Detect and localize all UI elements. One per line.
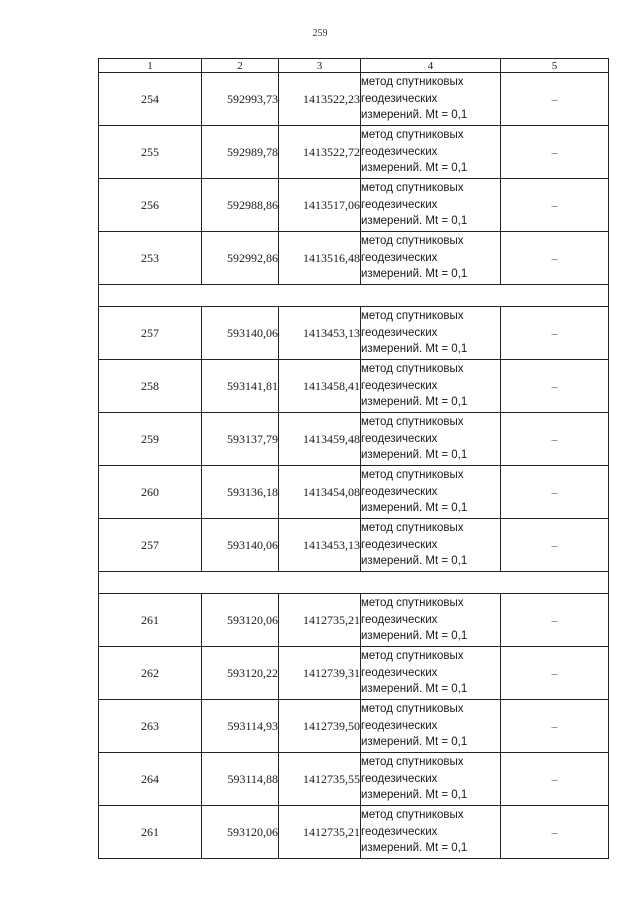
note-dash: –	[501, 753, 609, 806]
note-dash: –	[501, 466, 609, 519]
note-dash: –	[501, 360, 609, 413]
method-line: измерений. Mt = 0,1	[361, 683, 468, 696]
coordinate-x: 593137,79	[202, 413, 279, 466]
point-number: 263	[99, 700, 202, 753]
point-number: 255	[99, 126, 202, 179]
group-separator	[99, 572, 609, 594]
table-row	[99, 594, 609, 647]
method-line: измерений. Mt = 0,1	[361, 842, 468, 855]
coordinate-x: 593140,06	[202, 519, 279, 572]
note-dash: –	[501, 307, 609, 360]
note-dash: –	[501, 126, 609, 179]
header-col-1: 1	[99, 59, 202, 73]
method-description	[361, 594, 501, 647]
table-row	[99, 753, 609, 806]
method-line: метод спутниковых	[361, 756, 464, 769]
method-line: геодезических	[361, 198, 438, 211]
header-col-3: 3	[279, 59, 361, 73]
method-line: метод спутниковых	[361, 310, 464, 323]
separator-cell	[99, 285, 609, 307]
method-line: геодезических	[361, 825, 438, 838]
table-row	[99, 73, 609, 126]
method-line: метод спутниковых	[361, 416, 464, 429]
method-line: измерений. Mt = 0,1	[361, 789, 468, 802]
point-number: 253	[99, 232, 202, 285]
method-line: геодезических	[361, 379, 438, 392]
coordinate-x: 593141,81	[202, 360, 279, 413]
method-line: измерений. Mt = 0,1	[361, 555, 468, 568]
method-line: метод спутниковых	[361, 703, 464, 716]
method-line: геодезических	[361, 613, 438, 626]
point-number: 257	[99, 519, 202, 572]
point-number: 257	[99, 307, 202, 360]
coordinate-x: 593140,06	[202, 307, 279, 360]
coordinate-y: 1412735,21	[279, 806, 361, 859]
coordinate-x: 593136,18	[202, 466, 279, 519]
coordinate-x: 592993,73	[202, 73, 279, 126]
coordinate-x: 593120,22	[202, 647, 279, 700]
point-number: 259	[99, 413, 202, 466]
table-row	[99, 232, 609, 285]
coordinate-x: 593120,06	[202, 594, 279, 647]
method-line: метод спутниковых	[361, 809, 464, 822]
table-row	[99, 307, 609, 360]
coordinate-y: 1413454,08	[279, 466, 361, 519]
method-line: метод спутниковых	[361, 235, 464, 248]
method-description	[361, 700, 501, 753]
coordinate-y: 1413459,48	[279, 413, 361, 466]
point-number: 264	[99, 753, 202, 806]
method-line: метод спутниковых	[361, 76, 464, 89]
table-row	[99, 179, 609, 232]
method-line: измерений. Mt = 0,1	[361, 109, 468, 122]
point-number: 262	[99, 647, 202, 700]
coordinate-x: 593114,88	[202, 753, 279, 806]
group-separator	[99, 285, 609, 307]
method-description	[361, 307, 501, 360]
note-dash: –	[501, 232, 609, 285]
coordinate-x: 593120,06	[202, 806, 279, 859]
method-line: измерений. Mt = 0,1	[361, 630, 468, 643]
table-row	[99, 466, 609, 519]
method-line: геодезических	[361, 92, 438, 105]
method-description	[361, 647, 501, 700]
point-number: 256	[99, 179, 202, 232]
method-description	[361, 466, 501, 519]
table-row	[99, 413, 609, 466]
method-description	[361, 179, 501, 232]
coordinate-y: 1413453,13	[279, 307, 361, 360]
method-description	[361, 126, 501, 179]
method-line: измерений. Mt = 0,1	[361, 502, 468, 515]
coordinates-table	[98, 58, 609, 859]
header-col-4: 4	[361, 59, 501, 73]
coordinate-y: 1412735,21	[279, 594, 361, 647]
table-row	[99, 360, 609, 413]
method-line: метод спутниковых	[361, 597, 464, 610]
method-description	[361, 232, 501, 285]
note-dash: –	[501, 647, 609, 700]
table-row	[99, 806, 609, 859]
note-dash: –	[501, 806, 609, 859]
method-description	[361, 753, 501, 806]
point-number: 260	[99, 466, 202, 519]
method-description	[361, 360, 501, 413]
method-line: метод спутниковых	[361, 522, 464, 535]
method-line: геодезических	[361, 772, 438, 785]
method-line: геодезических	[361, 145, 438, 158]
method-line: геодезических	[361, 538, 438, 551]
method-line: метод спутниковых	[361, 182, 464, 195]
point-number: 261	[99, 806, 202, 859]
coordinate-y: 1413522,72	[279, 126, 361, 179]
header-row	[99, 59, 609, 73]
coordinate-y: 1413517,06	[279, 179, 361, 232]
method-line: метод спутниковых	[361, 650, 464, 663]
method-line: геодезических	[361, 666, 438, 679]
method-description	[361, 73, 501, 126]
separator-cell	[99, 572, 609, 594]
method-description	[361, 806, 501, 859]
coordinate-x: 592988,86	[202, 179, 279, 232]
header-col-5: 5	[501, 59, 609, 73]
coordinate-y: 1413458,41	[279, 360, 361, 413]
method-line: геодезических	[361, 251, 438, 264]
method-line: измерений. Mt = 0,1	[361, 449, 468, 462]
table-row	[99, 647, 609, 700]
coordinate-y: 1412739,50	[279, 700, 361, 753]
method-line: метод спутниковых	[361, 363, 464, 376]
coordinate-y: 1413516,48	[279, 232, 361, 285]
method-line: геодезических	[361, 326, 438, 339]
coordinate-y: 1412735,55	[279, 753, 361, 806]
page-number: 259	[312, 28, 328, 39]
note-dash: –	[501, 413, 609, 466]
method-line: геодезических	[361, 485, 438, 498]
header-col-2: 2	[202, 59, 279, 73]
point-number: 261	[99, 594, 202, 647]
method-line: геодезических	[361, 432, 438, 445]
coordinate-x: 592989,78	[202, 126, 279, 179]
note-dash: –	[501, 179, 609, 232]
method-line: метод спутниковых	[361, 469, 464, 482]
coordinate-y: 1412739,31	[279, 647, 361, 700]
coordinate-x: 593114,93	[202, 700, 279, 753]
method-line: метод спутниковых	[361, 129, 464, 142]
note-dash: –	[501, 700, 609, 753]
table-row	[99, 700, 609, 753]
method-line: измерений. Mt = 0,1	[361, 396, 468, 409]
method-description	[361, 519, 501, 572]
method-line: геодезических	[361, 719, 438, 732]
method-line: измерений. Mt = 0,1	[361, 215, 468, 228]
table-row	[99, 126, 609, 179]
method-line: измерений. Mt = 0,1	[361, 343, 468, 356]
point-number: 258	[99, 360, 202, 413]
coordinate-x: 592992,86	[202, 232, 279, 285]
method-line: измерений. Mt = 0,1	[361, 268, 468, 281]
note-dash: –	[501, 519, 609, 572]
method-line: измерений. Mt = 0,1	[361, 736, 468, 749]
coordinate-y: 1413522,23	[279, 73, 361, 126]
coordinate-y: 1413453,13	[279, 519, 361, 572]
method-description	[361, 413, 501, 466]
note-dash: –	[501, 594, 609, 647]
method-line: измерений. Mt = 0,1	[361, 162, 468, 175]
table-row	[99, 519, 609, 572]
point-number: 254	[99, 73, 202, 126]
note-dash: –	[501, 73, 609, 126]
table-body	[99, 73, 609, 859]
